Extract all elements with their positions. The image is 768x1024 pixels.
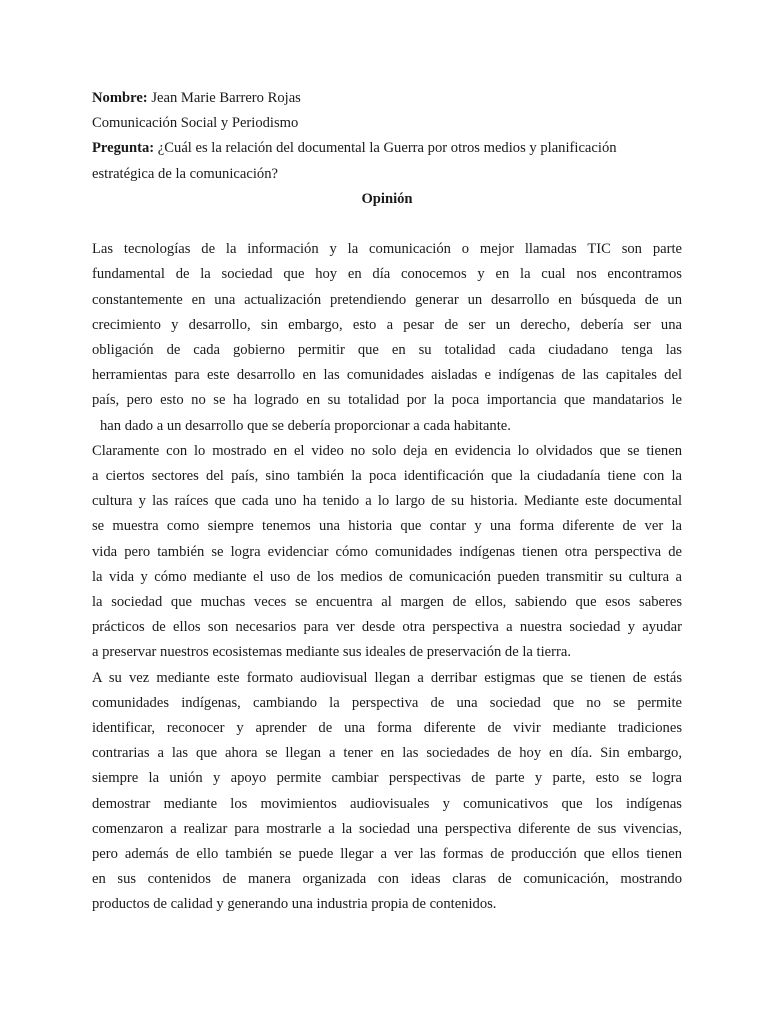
paragraph-line: se muestra como siempre tenemos una historia que contar y una forma diferente de ver la	[92, 518, 682, 535]
paragraph-3	[92, 666, 682, 918]
paragraph-line: vida pero también se logra evidenciar cómo comunidades indígenas tienen otra perspectiva de	[92, 543, 682, 560]
paragraph-line: fundamental de la sociedad que hoy en día conocemos y en la cual nos encontramos	[92, 266, 682, 283]
document-page	[92, 86, 682, 918]
blank-line	[92, 212, 682, 237]
paragraph-2	[92, 439, 682, 666]
paragraph-line: en sus contenidos de manera organizada con ideas claras de comunicación, mostrando	[92, 871, 682, 888]
paragraph-line: obligación de cada gobierno permitir que en su totalidad cada ciudadano tenga las	[92, 341, 682, 358]
paragraph-line: demostrar mediante los movimientos audiovisuales y comunicativos que los indígenas	[92, 795, 682, 812]
paragraph-line: prácticos de ellos son necesarios para ver desde otra perspectiva a nuestra sociedad y ayudar	[92, 619, 682, 636]
program-line: Comunicación Social y Periodismo	[92, 115, 299, 132]
paragraph-line: cultura y las raíces que cada uno ha tenido a lo largo de su historia. Mediante este documental	[92, 493, 682, 510]
paragraph-line: siempre la unión y apoyo permite cambiar perspectivas de parte y parte, esto se logra	[92, 770, 682, 787]
paragraph-line: A su vez mediante este formato audiovisual llegan a derribar estigmas que se tienen de estás	[92, 669, 682, 686]
question-text-1: ¿Cuál es la relación del documental la Guerra por otros medios y planificación	[154, 140, 617, 157]
paragraph-line: constantemente en una actualización pretendiendo generar un desarrollo en búsqueda de un	[92, 291, 682, 308]
paragraph-line: Las tecnologías de la información y la comunicación o mejor llamadas TIC son parte	[92, 241, 682, 258]
paragraph-line: la vida y cómo mediante el uso de los medios de comunicación pueden transmitir su cultura a	[92, 568, 682, 585]
paragraph-line: identificar, reconocer y aprender de una forma diferente de vivir mediante tradiciones	[92, 719, 682, 736]
paragraph-line: comunidades indígenas, cambiando la perspectiva de una sociedad que no se permite	[92, 694, 682, 711]
paragraph-1	[92, 237, 682, 439]
paragraph-line: pero además de ello también se puede llegar a ver las formas de producción que ellos tienen	[92, 846, 682, 862]
paragraph-line: productos de calidad y generando una industria propia de contenidos.	[92, 896, 497, 913]
paragraph-line: contrarias a las que ahora se llegan a tener en las sociedades de hoy en día. Sin embargo,	[92, 745, 682, 762]
question-label: Pregunta:	[92, 140, 155, 157]
question-line-1	[92, 136, 682, 161]
paragraph-line: a ciertos sectores del país, sino también la poca identificación que la ciudadanía tiene con la	[92, 467, 682, 484]
paragraph-line: país, pero esto no se ha logrado en su totalidad por la poca importancia que mandatarios le	[92, 392, 682, 409]
name-value: Jean Marie Barrero Rojas	[147, 90, 301, 106]
question-line-2: estratégica de la comunicación?	[92, 165, 278, 182]
paragraph-line: la sociedad que muchas veces se encuentra al margen de ellos, sabiendo que esos saberes	[92, 593, 682, 610]
name-label: Nombre:	[92, 90, 148, 106]
paragraph-line: herramientas para este desarrollo en las comunidades aisladas e indígenas de las capitales del	[92, 367, 682, 384]
paragraph-line: comenzaron a realizar para mostrarle a la sociedad una perspectiva diferente de sus vivencias,	[92, 820, 682, 837]
paragraph-line: a preservar nuestros ecosistemas mediante sus ideales de preservación de la tierra.	[92, 644, 571, 661]
paragraph-line: crecimiento y desarrollo, sin embargo, esto a pesar de ser un derecho, debería ser una	[92, 316, 682, 333]
paragraph-line: Claramente con lo mostrado en el video no solo deja en evidencia lo olvidados que se tienen	[92, 442, 682, 459]
name-line	[92, 86, 682, 111]
section-title: Opinión	[361, 190, 413, 207]
paragraph-line: han dado a un desarrollo que se debería proporcionar a cada habitante.	[100, 417, 511, 434]
